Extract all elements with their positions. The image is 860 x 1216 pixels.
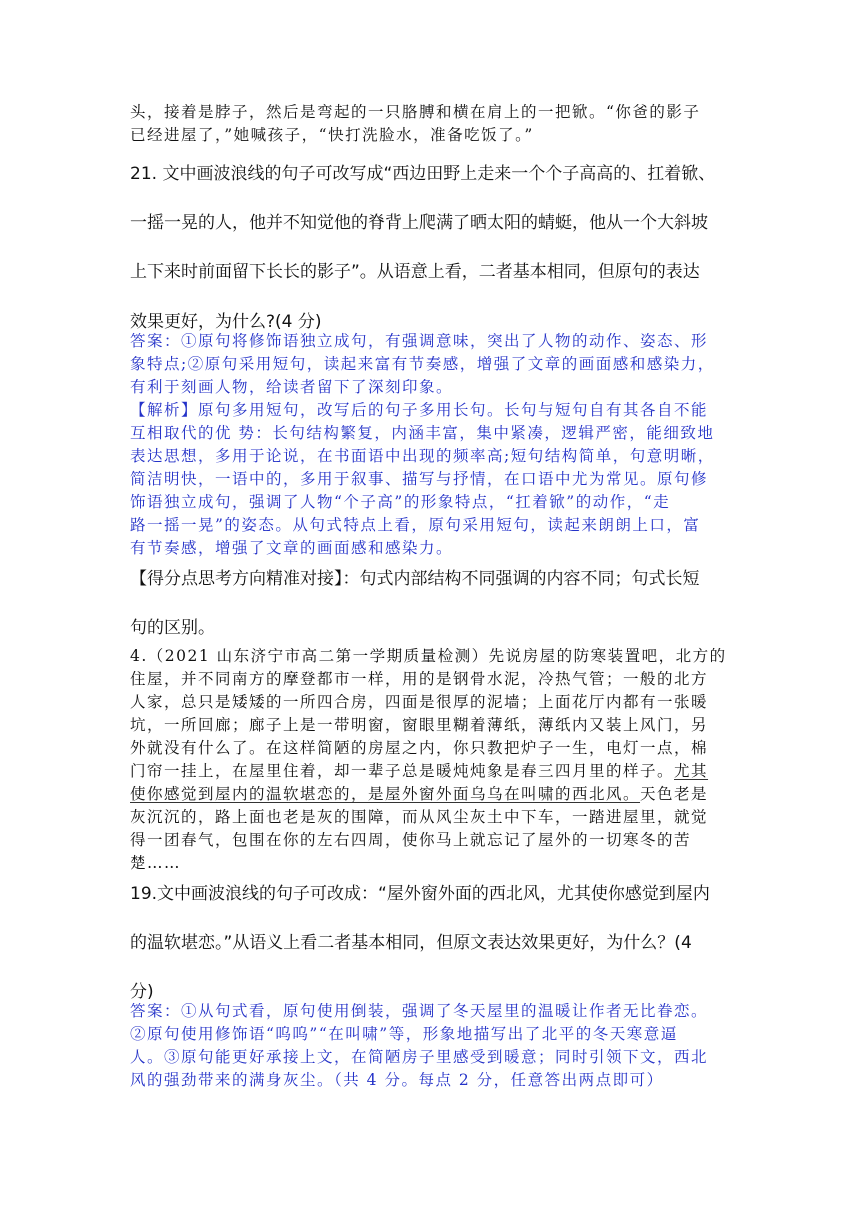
analysis-line: 互相取代的优 势：长句结构繁复，内涵丰富，集中紧凑，逻辑严密，能细致地 <box>130 424 715 442</box>
question-line: 分) <box>130 982 154 1002</box>
passage-text: 门帘一挂上，在屋里住着，却一辈子总是暖炖炖象是春三四月里的样子。 <box>130 762 675 780</box>
analysis-line: 表达思想，多用于论说，在书面语中出现的频率高;短句结构简单，句意明晰， <box>130 447 715 465</box>
wavy-underlined-sentence: 使你感觉到屋内的温软堪恋的，是屋外窗外面乌乌在叫啸的西北风。 <box>130 785 641 803</box>
passage-line: 楚…… <box>130 854 182 872</box>
question-line: 效果更好，为什么?(4 分) <box>130 312 322 332</box>
analysis-line: 【解析】原句多用短句，改写后的句子多用长句。长句与短句自有其各自不能 <box>130 401 709 419</box>
analysis-line: 饰语独立成句，强调了人物“个子高”的形象特点，“扛着锨”的动作，“走 <box>130 493 671 511</box>
passage-text: 天色老是 <box>640 785 709 803</box>
scoring-line: 【得分点思考方向精准对接】：句式内部结构不同强调的内容不同；句式长短 <box>130 569 700 589</box>
question-line: 的温软堪恋。”从语义上看二者基本相同，但原文表达效果更好，为什么？(4 <box>130 933 692 953</box>
answer-line: 答案：①从句式看，原句使用倒装，强调了冬天屋里的温暖让作者无比眷恋。 <box>130 1002 709 1020</box>
answer-line: 人。③原句能更好承接上文，在简陋房子里感受到暖意；同时引领下文，西北 <box>130 1048 709 1066</box>
passage-line: 得一团春气，包围在你的左右四周，使你马上就忘记了屋外的一切寒冬的苦 <box>130 831 692 849</box>
answer-line: ②原句使用修饰语“呜呜”“在叫啸”等，形象地描写出了北平的冬天寒意逼 <box>130 1025 678 1043</box>
intro-paragraph <box>130 101 730 147</box>
answer-line: 风的强劲带来的满身灰尘。（共 4 分。每点 2 分，任意答出两点即可） <box>130 1071 664 1089</box>
passage-line: 外就没有什么了。在这样简陋的房屋之内，你只教把炉子一生，电灯一点，棉 <box>130 739 709 757</box>
answer-19 <box>130 1000 730 1092</box>
passage-line: 住屋，并不同南方的摩登都市一样，用的是钢骨水泥，冷热气管；一般的北方 <box>130 670 709 688</box>
analysis-line: 简洁明快，一语中的，多用于叙事、描写与抒情，在口语中尤为常见。原句修 <box>130 470 709 488</box>
question-line: 19.文中画波浪线的句子可改成：“屋外窗外面的西北风，尤其使你感觉到屋内 <box>130 884 710 904</box>
analysis-line: 有节奏感，增强了文章的画面感和感染力。 <box>130 539 454 557</box>
text-line: 已经进屋了，”她喊孩子，“快打洗脸水，准备吃饭了。” <box>130 126 534 144</box>
question-line: 一摇一晃的人，他并不知觉他的脊背上爬满了晒太阳的蜻蜓，他从一个大斜坡 <box>130 213 708 233</box>
passage-4 <box>130 645 730 875</box>
answer-line: 答案：①原句将修饰语独立成句，有强调意味，突出了人物的动作、姿态、形 <box>130 332 709 350</box>
answer-21 <box>130 330 730 560</box>
passage-line: 人家，总只是矮矮的一所四合房，四面是很厚的泥墙；上面花厅内都有一张暖 <box>130 693 709 711</box>
passage-line: 坑，一所回廊；廊子上是一带明窗，窗眼里糊着薄纸，薄纸内又装上风门，另 <box>130 716 709 734</box>
passage-line <box>130 783 730 806</box>
passage-line: 4.（2021 山东济宁市高二第一学期质量检测）先说房屋的防寒装置吧，北方的 <box>130 647 727 665</box>
answer-line: 有利于刻画人物，给读者留下了深刻印象。 <box>130 378 454 396</box>
wavy-underlined-sentence: 尤其 <box>674 762 709 780</box>
passage-line <box>130 760 730 783</box>
passage-line: 灰沉沉的，路上面也老是灰的围障，而从风尘灰土中下车，一踏进屋里，就觉 <box>130 808 709 826</box>
question-line: 上下来时前面留下长长的影子”。从语意上看，二者基本相同，但原句的表达 <box>130 262 700 282</box>
question-line: 21. 文中画波浪线的句子可改写成“西边田野上走来一个个子高高的、扛着锨、 <box>130 164 716 184</box>
scoring-line: 句的区别。 <box>130 618 215 638</box>
text-line: 头，接着是脖子，然后是弯起的一只胳膊和横在肩上的一把锨。“你爸的影子 <box>130 103 701 121</box>
answer-line: 象特点;②原句采用短句，读起来富有节奏感，增强了文章的画面感和感染力， <box>130 355 715 373</box>
analysis-line: 路一摇一晃”的姿态。从句式特点上看，原句采用短句，读起来朗朗上口，富 <box>130 516 701 534</box>
